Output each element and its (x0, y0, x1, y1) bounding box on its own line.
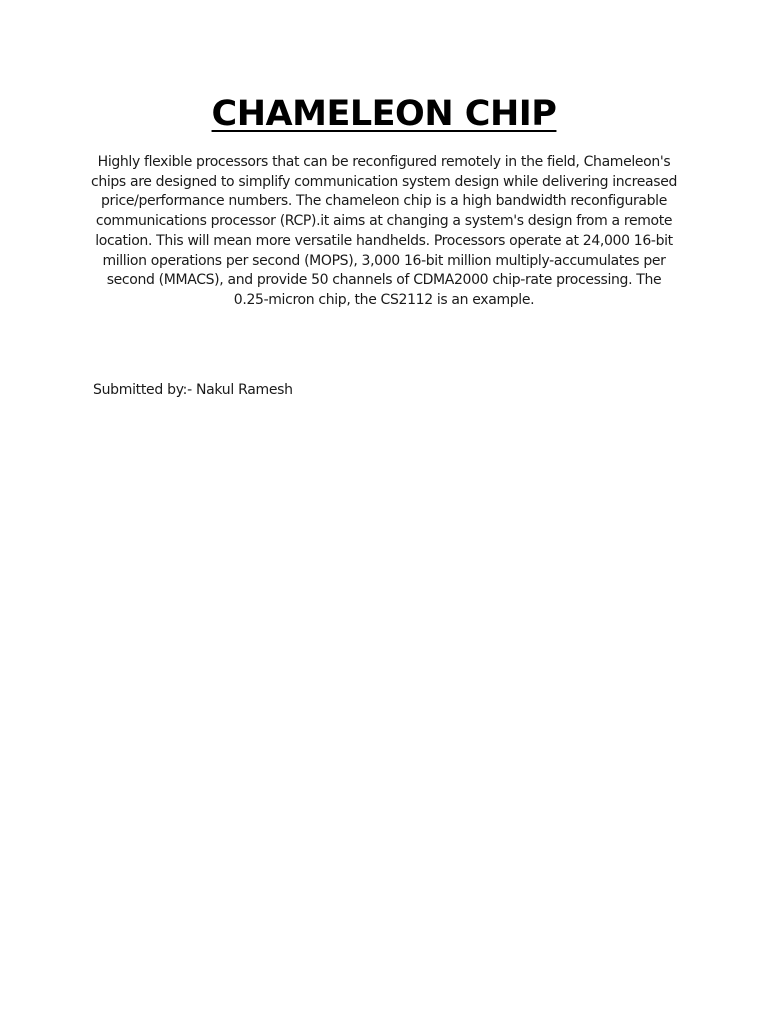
page-title (0, 92, 768, 136)
body-paragraph: Highly flexible processors that can be reconfigured remotely in the field, Chameleon's chips are designed to simplify communication system design while delivering increased price/performance numbers. The chameleon chip is a high bandwidth reconfigurable communications processor (RCP).it aims at changing a system's design from a remote location. This will mean more versatile handhelds. Processors operate at 24,000 16-bit million operations per second (MOPS), 3,000 16-bit million multiply-accumulates per second (MMACS), and provide 50 channels of CDMA2000 chip-rate processing. The 0.25-micron chip, the CS2112 is an example. (90, 154, 677, 308)
submitted-by-line: Submitted by:- Nakul Ramesh (93, 382, 293, 398)
page-title-text: CHAMELEON CHIP (211, 94, 557, 134)
